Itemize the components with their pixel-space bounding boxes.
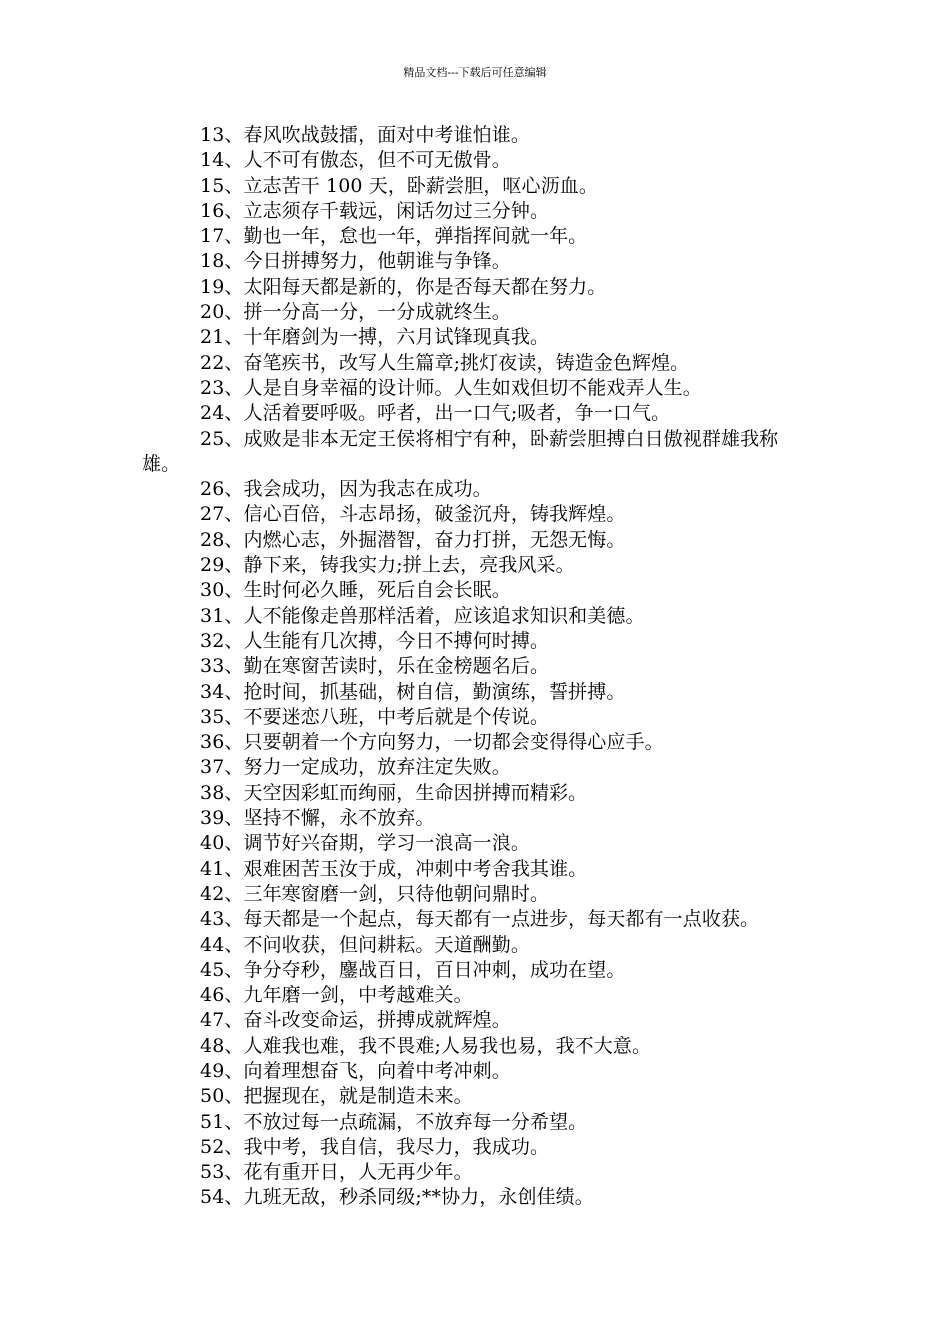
list-item: 25、成败是非本无定王侯将相宁有种，卧薪尝胆搏白日傲视群雄我称雄。 <box>142 427 779 475</box>
list-item: 16、立志须存千载远，闲话勿过三分钟。 <box>200 199 550 222</box>
list-item: 34、抢时间，抓基础，树自信，勤演练，誓拼搏。 <box>200 680 626 703</box>
list-item: 47、奋斗改变命运，拼搏成就辉煌。 <box>200 1009 511 1032</box>
list-item: 22、奋笔疾书，改写人生篇章;挑灯夜读，铸造金色辉煌。 <box>200 351 690 374</box>
list-item: 44、不问收获，但问耕耘。天道酬勤。 <box>200 933 530 956</box>
list-item: 53、花有重开日，人无再少年。 <box>200 1161 473 1184</box>
list-item: 41、艰难困苦玉汝于成，冲刺中考舍我其谁。 <box>200 857 588 880</box>
list-item: 46、九年磨一剑，中考越难关。 <box>200 984 473 1007</box>
list-item: 24、人活着要呼吸。呼者，出一口气;吸者，争一口气。 <box>200 402 671 425</box>
list-item: 27、信心百倍，斗志昂扬，破釜沉舟，铸我辉煌。 <box>200 503 626 526</box>
list-item: 52、我中考，我自信，我尽力，我成功。 <box>200 1135 550 1158</box>
list-item: 31、人不能像走兽那样活着，应该追求知识和美德。 <box>200 604 645 627</box>
list-item: 37、努力一定成功，放弃注定失败。 <box>200 756 511 779</box>
slogan-list <box>142 123 810 1211</box>
list-item: 28、内燃心志，外掘潜智，奋力打拼，无怨无悔。 <box>200 528 626 551</box>
list-item: 18、今日拼搏努力，他朝谁与争锋。 <box>200 250 511 273</box>
list-item: 17、勤也一年，怠也一年，弹指挥间就一年。 <box>200 225 588 248</box>
list-item: 39、坚持不懈，永不放弃。 <box>200 807 435 830</box>
list-item: 48、人难我也难，我不畏难;人易我也易，我不大意。 <box>200 1034 652 1057</box>
list-item: 54、九班无敌，秒杀同级;**协力，永创佳绩。 <box>200 1186 594 1209</box>
list-item: 19、太阳每天都是新的，你是否每天都在努力。 <box>200 275 607 298</box>
list-item: 43、每天都是一个起点，每天都有一点进步，每天都有一点收获。 <box>200 908 760 931</box>
list-item: 35、不要迷恋八班，中考后就是个传说。 <box>200 705 550 728</box>
list-item: 40、调节好兴奋期，学习一浪高一浪。 <box>200 832 530 855</box>
list-item: 23、人是自身幸福的设计师。人生如戏但切不能戏弄人生。 <box>200 376 702 399</box>
list-item: 36、只要朝着一个方向努力，一切都会变得得心应手。 <box>200 731 664 754</box>
list-item: 26、我会成功，因为我志在成功。 <box>200 478 492 501</box>
list-item: 20、拼一分高一分，一分成就终生。 <box>200 301 511 324</box>
list-item: 21、十年磨剑为一搏，六月试锋现真我。 <box>200 326 550 349</box>
list-item: 15、立志苦干 100 天，卧薪尝胆，呕心沥血。 <box>200 174 598 197</box>
list-item: 38、天空因彩虹而绚丽，生命因拼搏而精彩。 <box>200 781 588 804</box>
page-header: 精品文档---下载后可任意编辑 <box>403 66 547 79</box>
list-item: 30、生时何必久睡，死后自会长眠。 <box>200 579 511 602</box>
list-item: 13、春风吹战鼓擂，面对中考谁怕谁。 <box>200 124 530 146</box>
list-item: 45、争分夺秒，鏖战百日，百日冲刺，成功在望。 <box>200 958 626 981</box>
list-item: 14、人不可有傲态，但不可无傲骨。 <box>200 149 511 172</box>
list-item: 29、静下来，铸我实力;拼上去，亮我风采。 <box>200 554 575 577</box>
list-item: 49、向着理想奋飞，向着中考冲刺。 <box>200 1059 511 1082</box>
list-item: 51、不放过每一点疏漏，不放弃每一分希望。 <box>200 1110 588 1133</box>
list-item: 42、三年寒窗磨一剑，只待他朝问鼎时。 <box>200 882 550 905</box>
list-item: 32、人生能有几次搏，今日不搏何时搏。 <box>200 629 550 652</box>
list-item: 50、把握现在，就是制造未来。 <box>200 1085 473 1108</box>
list-item: 33、勤在寒窗苦读时，乐在金榜题名后。 <box>200 655 550 678</box>
